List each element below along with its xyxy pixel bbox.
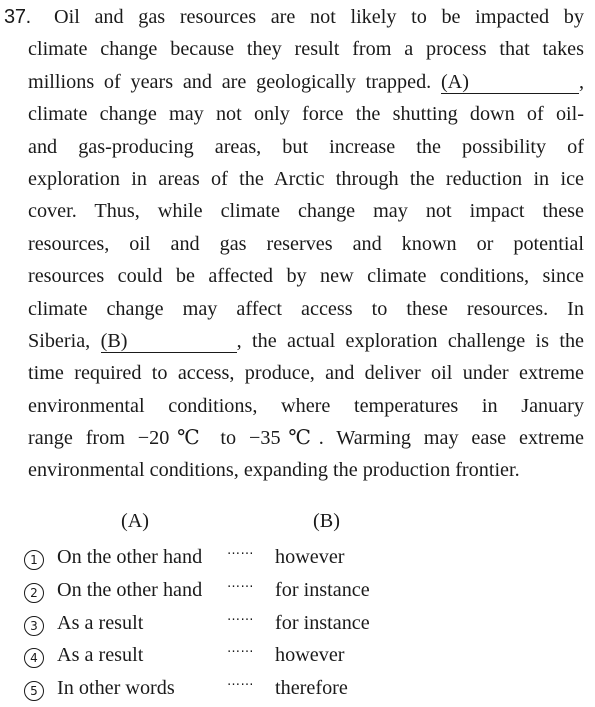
passage-line (28, 390, 584, 422)
blank-a: (A) (441, 71, 579, 94)
dots-leader: …… (227, 641, 254, 656)
question-number: 37. (4, 6, 31, 28)
option-b-text: for instance (275, 579, 370, 601)
passage-text: exploration in areas of the Arctic through the reduction in ice (28, 167, 584, 190)
circled-number-icon: 4 (24, 648, 44, 668)
passage-text: , the actual exploration challenge is the (236, 329, 585, 352)
passage-text: environmental conditions, expanding the production frontier. (28, 459, 520, 482)
passage-text: millions of years and are geologically trapped. (28, 70, 441, 93)
passage-text: climate change may not only force the shutting down of oil- (28, 103, 584, 126)
dots-leader: …… (227, 543, 254, 558)
passage-line (28, 293, 584, 325)
option-b-text: however (275, 546, 345, 568)
option-a-text: In other words (57, 677, 175, 699)
answer-option-5[interactable] (24, 674, 584, 707)
passage-text: and gas-producing areas, but increase the possibility of (28, 135, 584, 158)
answer-option-4[interactable] (24, 641, 584, 674)
passage-text: resources, oil and gas reserves and known or potential (28, 232, 584, 255)
dots-leader: …… (227, 576, 254, 591)
circled-number-icon: 1 (24, 550, 44, 570)
option-b-text: for instance (275, 612, 370, 634)
dots-leader: …… (227, 609, 254, 624)
passage-line (28, 228, 584, 260)
passage-text: climate change because they result from a process that takes (28, 38, 584, 61)
option-a-text: On the other hand (57, 579, 203, 601)
option-a-text: On the other hand (57, 546, 203, 568)
answer-option-1[interactable] (24, 543, 584, 576)
column-header-a: (A) (121, 510, 150, 532)
passage (28, 1, 584, 487)
passage-line (28, 357, 584, 389)
passage-text: environmental conditions, where temperatures in January (28, 394, 584, 417)
passage-line (28, 422, 584, 454)
option-a-text: As a result (57, 612, 144, 634)
option-b-text: however (275, 644, 345, 666)
circled-number-icon: 3 (24, 616, 44, 636)
passage-line (28, 66, 584, 98)
passage-line (28, 131, 584, 163)
circled-number-icon: 2 (24, 583, 44, 603)
passage-line (28, 325, 584, 357)
passage-line (28, 163, 584, 195)
passage-text: time required to access, produce, and deliver oil under extreme (28, 362, 584, 385)
answer-option-2[interactable] (24, 576, 584, 609)
passage-text: , (578, 70, 584, 93)
passage-line (28, 195, 584, 227)
passage-text: resources could be affected by new climate conditions, since (28, 265, 584, 288)
passage-line (28, 454, 584, 486)
passage-text: Siberia, (28, 329, 101, 352)
passage-line (28, 33, 584, 65)
passage-text: cover. Thus, while climate change may not impact these (28, 200, 584, 223)
passage-text: range from −20℃ to −35℃. Warming may ease extreme (28, 427, 584, 450)
answer-option-3[interactable] (24, 609, 584, 642)
passage-line (28, 1, 584, 33)
passage-text: Oil and gas resources are not likely to be impacted by (54, 6, 584, 28)
option-a-text: As a result (57, 644, 144, 666)
passage-text: climate change may affect access to these resources. In (28, 297, 584, 320)
passage-line (28, 98, 584, 130)
column-header-b: (B) (313, 510, 340, 532)
dots-leader: …… (227, 674, 254, 689)
option-b-text: therefore (275, 677, 348, 699)
circled-number-icon: 5 (24, 681, 44, 701)
passage-line (28, 260, 584, 292)
blank-b: (B) (101, 330, 237, 353)
